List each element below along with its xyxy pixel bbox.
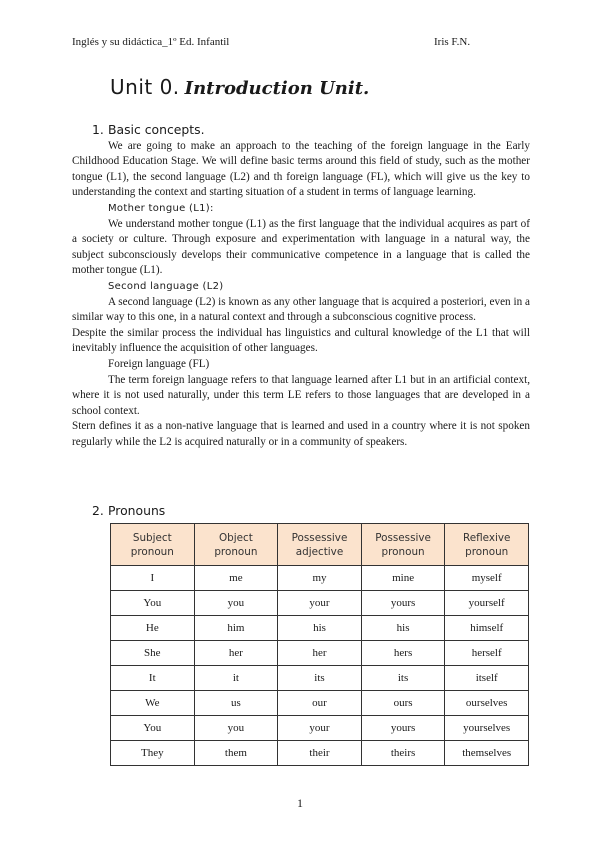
header-line: Object (218, 531, 253, 544)
table-cell: itself (445, 666, 529, 691)
subheading-mother-tongue: Mother tongue (L1): (108, 202, 214, 214)
table-cell: They (111, 741, 195, 766)
table-cell: my (278, 566, 362, 591)
table-cell: you (194, 591, 278, 616)
table-row (111, 691, 529, 716)
section-heading-pronouns (92, 503, 165, 518)
table-cell: theirs (361, 741, 445, 766)
header-line: pronoun (130, 545, 174, 558)
table-cell: his (278, 616, 362, 641)
section-number: 1. (92, 122, 104, 137)
table-cell: us (194, 691, 278, 716)
header-line: pronoun (465, 545, 509, 558)
table-row (111, 591, 529, 616)
table-cell: You (111, 591, 195, 616)
column-header (278, 524, 362, 566)
header-line: Possessive (291, 531, 348, 544)
table-cell: her (278, 641, 362, 666)
subheading-second-language: Second language (L2) (108, 280, 224, 292)
table-cell: yourselves (445, 716, 529, 741)
section-number: 2. (92, 503, 104, 518)
header-course: Inglés y su didáctica_1º Ed. Infantil (72, 36, 230, 48)
table-cell: yourself (445, 591, 529, 616)
table-cell: I (111, 566, 195, 591)
foreign-language-paragraph: The term foreign language refers to that language learned after L1 but in an artificial context, where it is not used naturally, under this term LE refers to those languages that are developed in a school context. (72, 373, 530, 417)
table-cell: themselves (445, 741, 529, 766)
table-cell: her (194, 641, 278, 666)
header-line: adjective (295, 545, 344, 558)
column-header (361, 524, 445, 566)
column-header (445, 524, 529, 566)
table-cell: your (278, 591, 362, 616)
table-cell: He (111, 616, 195, 641)
table-cell: its (278, 666, 362, 691)
column-header (111, 524, 195, 566)
table-cell: mine (361, 566, 445, 591)
title-unit: Unit 0. (110, 75, 180, 99)
title-name: Introduction Unit. (184, 78, 370, 99)
table-cell: your (278, 716, 362, 741)
foreign-language-paragraph-2: Stern defines it as a non-native language that is learned and used in a country where it is not spoken regularly while the L2 is acquired naturally or in a community of speakers. (72, 420, 530, 448)
table-cell: its (361, 666, 445, 691)
second-language-paragraph: A second language (L2) is known as any other language that is acquired a posteriori, even in a similar way to this one, in a natural context and through a subconscious cognitive process. (72, 295, 530, 324)
pronouns-table (110, 523, 529, 766)
table-row (111, 616, 529, 641)
table-cell: She (111, 641, 195, 666)
section-title: Pronouns (108, 503, 166, 518)
page-number: 1 (297, 796, 303, 810)
table-cell: We (111, 691, 195, 716)
table-cell: it (194, 666, 278, 691)
column-header (194, 524, 278, 566)
page-title (110, 75, 369, 100)
table-cell: me (194, 566, 278, 591)
table-cell: yours (361, 716, 445, 741)
subheading-foreign-language: Foreign language (FL) (108, 357, 210, 370)
header-author: Iris F.N. (434, 36, 471, 48)
header-line: pronoun (214, 545, 258, 558)
header-line: Reflexive (462, 531, 511, 544)
table-cell: our (278, 691, 362, 716)
table-cell: him (194, 616, 278, 641)
table-cell: ours (361, 691, 445, 716)
table-row (111, 566, 529, 591)
intro-paragraph: We are going to make an approach to the teaching of the foreign language in the Early Childhood Education Stage. We will define basic terms around this field of study, such as the mother tongue (L1), the second language (L2) and th foreign language (FL), which will give us the key to understanding the context and starting situation of a student in terms of language learning. (72, 139, 530, 199)
table-cell: yours (361, 591, 445, 616)
table-cell: myself (445, 566, 529, 591)
second-language-paragraph-2: Despite the similar process the individual has linguistics and cultural knowledge of the L1 that will inevitably influence the acquisition of other languages. (72, 326, 530, 355)
section-basic-concepts (72, 122, 530, 450)
table-cell: ourselves (445, 691, 529, 716)
table-header-row (111, 524, 529, 566)
table-cell: It (111, 666, 195, 691)
table-cell: You (111, 716, 195, 741)
table-row (111, 741, 529, 766)
table-row (111, 641, 529, 666)
header-line: Possessive (375, 531, 431, 544)
table-row (111, 716, 529, 741)
table-cell: them (194, 741, 278, 766)
table-cell: you (194, 716, 278, 741)
table-row (111, 666, 529, 691)
table-cell: hers (361, 641, 445, 666)
table-cell: their (278, 741, 362, 766)
header-line: Subject (132, 531, 172, 544)
header-line: pronoun (381, 545, 425, 558)
section-title: Basic concepts. (108, 122, 205, 137)
table-cell: herself (445, 641, 529, 666)
table-cell: his (361, 616, 445, 641)
table-cell: himself (445, 616, 529, 641)
mother-tongue-paragraph: We understand mother tongue (L1) as the first language that the individual acquires as part of a society or culture. Through exposure and experimentation with language in a natural way, the subject subconsciously develops their communicative competence in a language that is called the mother tongue (L1). (72, 217, 530, 277)
section-heading (92, 122, 530, 138)
